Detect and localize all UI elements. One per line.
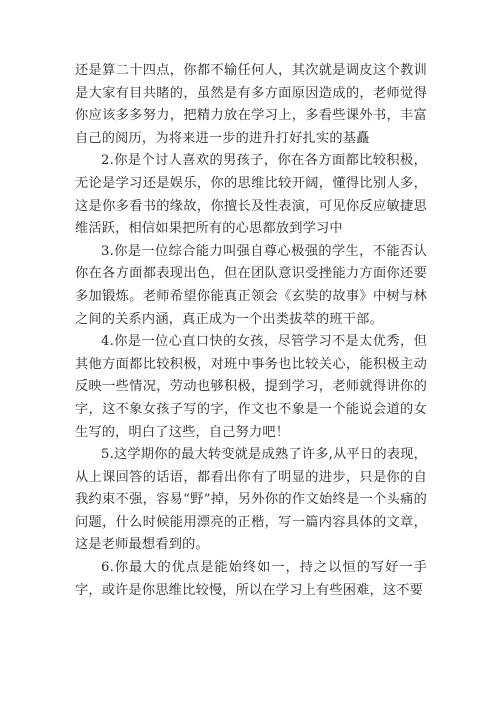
paragraph-5: 5.这学期你的最大转变就是成熟了许多,从平日的表现，从上课回答的话语，都看出你有了明显的进步，只是你的自我约束不强，容易“野”掉，另外你的作文始终是一个头痛的问题，什么时候能用漂亮的正楷，写一篇内容具体的文章，这是老师最想看到的。 [75, 447, 427, 553]
document-page [75, 60, 427, 602]
paragraph-3: 3.你是一位综合能力叫强自尊心极强的学生，不能否认你在各方面都表现出色，但在团队意识受挫能力方面你还要多加锻炼。老师希望你能真正领会《玄奘的故事》中树与林之间的关系内涵，真正成为一个出类拔萃的班干部。 [75, 243, 427, 327]
paragraph-4: 4.你是一位心直口快的女孩，尽管学习不是太优秀，但其他方面都比较积极，对班中事务也比较关心，能积极主动反映一些情况，劳动也够积极，提到学习，老师就得讲你的字，这不象女孩子写的字，作文也不象是一个能说会道的女生写的，明白了这些，自己努力吧！ [75, 334, 427, 440]
paragraph-1: 还是算二十四点，你都不输任何人，其次就是调皮这个教训是大家有目共睹的，虽然是有多方面原因造成的，老师觉得你应该多多努力，把精力放在学习上，多看些课外书，丰富自己的阅历，为将来进一步的进升打好扎实的基矗 [75, 63, 427, 146]
paragraph-2: 2.你是个讨人喜欢的男孩子，你在各方面都比较积极，无论是学习还是娱乐，你的思维比较开阔，懂得比别人多，这是你多看书的缘故，你擅长及性表演，可见你反应敏捷思维活跃，相信如果把所有的心思都放到学习中 [75, 153, 427, 237]
paragraph-6: 6.你最大的优点是能始终如一，持之以恒的写好一手字，或许是你思维比较慢，所以在学习上有些困难，这不要 [75, 560, 427, 598]
